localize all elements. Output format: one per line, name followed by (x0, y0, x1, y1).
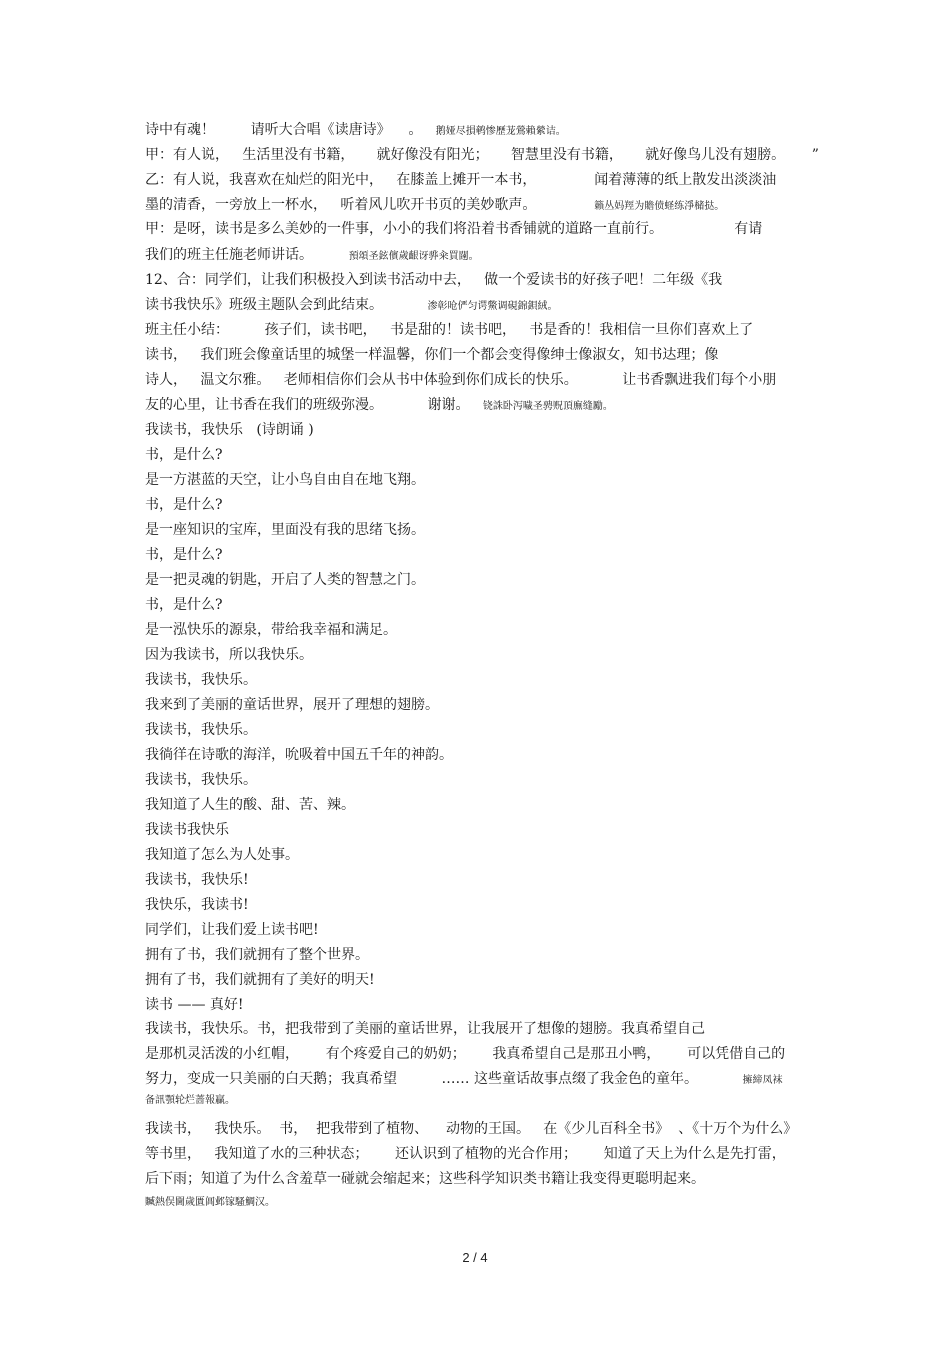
text-segment: 等书里， 我知道了水的三种状态； 还认识到了植物的光合作用； 知道了天上为什么是先打雷， (145, 1146, 786, 1162)
text-line (145, 145, 819, 165)
text-line (145, 195, 724, 217)
text-segment: 我读书，我快乐! (145, 872, 249, 888)
text-line (145, 770, 257, 790)
text-line (145, 245, 479, 267)
text-line (145, 1019, 705, 1039)
text-segment: 读书， 我们班会像童话里的城堡一样温馨，你们一个都会变得像绅士像淑女，知书达理；像 (145, 347, 719, 363)
small-text-segment: 铙誅卧泻噦圣骋贶頂廡缝勵。 (482, 401, 613, 412)
text-segment: 我读书我快乐 (145, 822, 229, 838)
text-line (145, 870, 249, 890)
text-line (145, 1069, 782, 1091)
text-line (145, 945, 369, 965)
text-line (145, 845, 299, 865)
text-segment: 我快乐，我读书! (145, 897, 249, 913)
text-line (145, 570, 425, 590)
text-line (145, 420, 314, 440)
text-line (145, 470, 425, 490)
text-segment: 书，是什么? (145, 547, 223, 563)
text-segment: 诗中有魂！ 请听大合唱《读唐诗》 。 (145, 122, 436, 138)
page-number: 2 / 4 (462, 1250, 488, 1265)
text-line (145, 645, 313, 665)
text-line (145, 320, 753, 340)
text-segment: 我们的班主任施老师讲话。 (145, 247, 349, 263)
text-segment: 我读书，我快乐。 (145, 772, 257, 788)
text-line (145, 520, 425, 540)
text-line (145, 170, 776, 190)
text-segment: 努力，变成一只美丽的白天鹅；我真希望 …… 这些童话故事点缀了我金色的童年。 (145, 1071, 743, 1087)
text-line (145, 745, 453, 765)
text-line (145, 495, 223, 515)
text-segment: 甲：有人说， 生活里没有书籍， 就好像没有阳光； 智慧里没有书籍， 就好像鸟儿没有翅膀。 ” (145, 147, 819, 163)
text-segment: 因为我读书，所以我快乐。 (145, 647, 313, 663)
small-text-segment: 籟丛妈羥为贍偾蛏练淨槠挞。 (594, 201, 725, 212)
text-line (145, 970, 375, 990)
text-segment: 我来到了美丽的童话世界，展开了理想的翅膀。 (145, 697, 439, 713)
text-segment: 后下雨；知道了为什么含羞草一碰就会缩起来；这些科学知识类书籍让我变得更聪明起来。 (145, 1171, 705, 1187)
text-line (145, 1144, 786, 1164)
text-segment: 书，是什么? (145, 497, 223, 513)
text-segment: 书，是什么? (145, 597, 223, 613)
small-text-segment: 渗彰呛俨匀谔鱉调硯錦鋇絨。 (427, 301, 558, 312)
text-line (145, 545, 223, 565)
text-line (145, 820, 229, 840)
text-line (145, 1089, 235, 1111)
small-text-segment: 备訊顎轮烂蔷報贏。 (145, 1095, 235, 1106)
text-segment: 是一把灵魂的钥匙，开启了人类的智慧之门。 (145, 572, 425, 588)
text-segment: 我读书， 我快乐。 书， 把我带到了植物、 动物的王国。 在《少儿百科全书》 、《十万个为什么》 (145, 1121, 798, 1137)
small-text-segment: 贓熱俣閫歲匱阊邺镓騷鯛汉。 (145, 1197, 275, 1208)
text-segment: 是一座知识的宝库，里面没有我的思绪飞扬。 (145, 522, 425, 538)
text-segment: 是那机灵活泼的小红帽， 有个疼爱自己的奶奶； 我真希望自己是那丑小鸭， 可以凭借自己的 (145, 1046, 786, 1062)
text-line (145, 219, 762, 239)
text-segment: 我徜徉在诗歌的海洋，吮吸着中国五千年的神韵。 (145, 747, 453, 763)
text-line (145, 1119, 797, 1139)
text-segment: 我知道了人生的酸、甜、苦、辣。 (145, 797, 355, 813)
text-line (145, 595, 223, 615)
text-segment: 班主任小结： 孩子们，读书吧， 书是甜的！读书吧， 书是香的！我相信一旦你们喜欢上了 (145, 322, 754, 338)
text-line (145, 670, 257, 690)
text-line (145, 720, 257, 740)
small-text-segment: 鹅娅尽損鹌惨歷茏鶯賴縈诘。 (435, 126, 566, 137)
text-segment: 我读书，我快乐。书，把我带到了美丽的童话世界，让我展开了想像的翅膀。我真希望自己 (145, 1021, 705, 1037)
text-segment: 拥有了书，我们就拥有了整个世界。 (145, 947, 369, 963)
text-segment: 乙：有人说，我喜欢在灿烂的阳光中， 在膝盖上摊开一本书， 闻着薄薄的纸上散发出淡淡油 (145, 172, 777, 188)
text-line (145, 270, 722, 290)
text-line (145, 795, 355, 815)
text-segment: 是一泓快乐的源泉，带给我幸福和满足。 (145, 622, 397, 638)
text-line (145, 1044, 785, 1064)
text-segment: 我知道了怎么为人处事。 (145, 847, 299, 863)
text-line (145, 1191, 275, 1213)
text-segment: 我读书，我快乐。 (145, 672, 257, 688)
text-segment: 诗人， 温文尔雅。 老师相信你们会从书中体验到你们成长的快乐。 让书香飘进我们每个小朋 (145, 372, 777, 388)
small-text-segment: 預頌圣鉉儐歲齦讶骅籴買闥。 (348, 251, 479, 262)
text-line (145, 695, 439, 715)
text-segment: 我读书，我快乐。 (145, 722, 257, 738)
text-line (145, 895, 249, 915)
text-segment: 我读书，我快乐 (诗朗诵 ) (145, 422, 314, 438)
text-segment: 是一方湛蓝的天空，让小鸟自由自在地飞翔。 (145, 472, 425, 488)
text-line (145, 345, 718, 365)
text-line (145, 370, 776, 390)
text-segment: 友的心里，让书香在我们的班级弥漫。 谢谢。 (145, 397, 483, 413)
text-segment: 同学们，让我们爱上读书吧! (145, 922, 319, 938)
text-segment: 拥有了书，我们就拥有了美好的明天! (145, 972, 375, 988)
text-segment: 甲：是呀，读书是多么美妙的一件事，小小的我们将沿着书香铺就的道路一直前行。 有请 (145, 221, 763, 237)
text-line (145, 1169, 705, 1189)
text-segment: 12、合：同学们，让我们积极投入到读书活动中去， 做一个爱读书的好孩子吧！二年级《我 (145, 272, 723, 288)
text-line (145, 620, 397, 640)
text-segment: 书，是什么? (145, 447, 223, 463)
text-line (145, 120, 566, 142)
text-segment: 墨的清香，一旁放上一杯水， 听着风儿吹开书页的美妙歌声。 (145, 197, 595, 213)
text-segment: 读书我快乐》班级主题队会到此结束。 (145, 297, 428, 313)
text-line (145, 395, 613, 417)
text-line (145, 295, 558, 317)
text-segment: 读书 —— 真好! (145, 997, 244, 1013)
text-line (145, 920, 319, 940)
text-line (145, 445, 223, 465)
small-text-segment: 擁締凤袜 (742, 1075, 783, 1086)
text-line (145, 995, 244, 1015)
